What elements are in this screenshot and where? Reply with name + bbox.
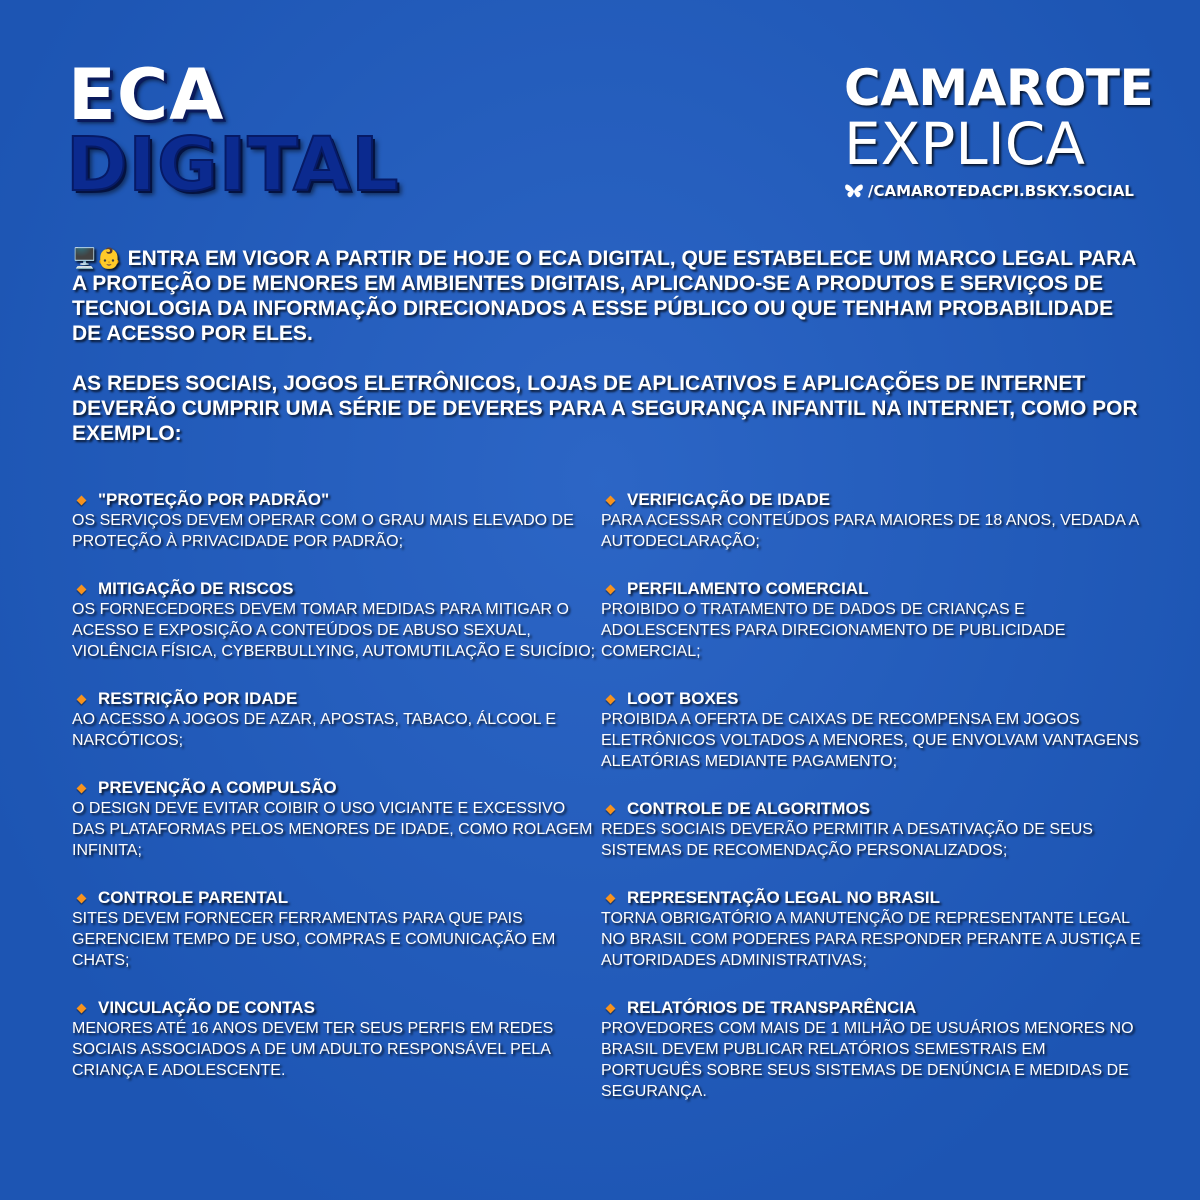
bullet-diamond-icon [77, 893, 87, 903]
list-item [72, 490, 602, 552]
list-item [72, 579, 602, 662]
list-item [601, 799, 1141, 861]
list-item [601, 579, 1141, 662]
butterfly-icon [844, 180, 864, 202]
item-title: CONTROLE PARENTAL [98, 888, 289, 907]
item-description: AO ACESSO A JOGOS DE AZAR, APOSTAS, TABACO, ÁLCOOL E NARCÓTICOS; [72, 711, 557, 749]
list-item [601, 689, 1141, 772]
bullet-diamond-icon [606, 584, 616, 594]
item-description: PROIBIDA A OFERTA DE CAIXAS DE RECOMPENSA EM JOGOS ELETRÔNICOS VOLTADOS A MENORES, QUE ENVOLVAM VANTAGENS ALEATÓRIAS MEDIANTE PAGAMENTO; [601, 711, 1139, 770]
item-title: PERFILAMENTO COMERCIAL [627, 579, 869, 598]
bullet-diamond-icon [77, 694, 87, 704]
item-description: REDES SOCIAIS DEVERÃO PERMITIR A DESATIVAÇÃO DE SEUS SISTEMAS DE RECOMENDAÇÃO PERSONALIZADOS; [601, 821, 1093, 859]
left-column [72, 490, 602, 1108]
intro-paragraph-2: AS REDES SOCIAIS, JOGOS ELETRÔNICOS, LOJAS DE APLICATIVOS E APLICAÇÕES DE INTERNET DEVERÃO CUMPRIR UMA SÉRIE DE DEVERES PARA A SEGURANÇA INFANTIL NA INTERNET, COMO POR EXEMPLO: [72, 372, 1138, 445]
bullet-diamond-icon [77, 783, 87, 793]
list-item [601, 888, 1141, 971]
item-title: "PROTEÇÃO POR PADRÃO" [98, 490, 330, 509]
item-title: VINCULAÇÃO DE CONTAS [98, 998, 315, 1017]
intro-text [72, 246, 1142, 471]
item-title: REPRESENTAÇÃO LEGAL NO BRASIL [627, 888, 940, 907]
brand-line-camarote: CAMAROTE [844, 59, 1154, 117]
list-item [601, 998, 1141, 1102]
brand-line-explica: EXPLICA [844, 110, 1085, 178]
bullet-diamond-icon [77, 584, 87, 594]
bullet-diamond-icon [606, 804, 616, 814]
bullet-diamond-icon [606, 893, 616, 903]
item-description: SITES DEVEM FORNECER FERRAMENTAS PARA QUE PAIS GERENCIEM TEMPO DE USO, COMPRAS E COMUNICAÇÃO EM CHATS; [72, 910, 556, 969]
item-description: TORNA OBRIGATÓRIO A MANUTENÇÃO DE REPRESENTANTE LEGAL NO BRASIL COM PODERES PARA RESPONDER PERANTE A JUSTIÇA E AUTORIDADES ADMINISTRATIVAS; [601, 910, 1141, 969]
brand-handle[interactable] [844, 180, 1134, 202]
right-column [601, 490, 1141, 1129]
item-description: PROVEDORES COM MAIS DE 1 MILHÃO DE USUÁRIOS MENORES NO BRASIL DEVEM PUBLICAR RELATÓRIOS SEMESTRAIS EM PORTUGUÊS SOBRE SEUS SISTEMAS DE DENÚNCIA E MEDIDAS DE SEGURANÇA. [601, 1020, 1134, 1100]
item-description: PROIBIDO O TRATAMENTO DE DADOS DE CRIANÇAS E ADOLESCENTES PARA DIRECIONAMENTO DE PUBLICIDADE COMERCIAL; [601, 601, 1066, 660]
item-title: PREVENÇÃO A COMPULSÃO [98, 778, 337, 797]
page-title-digital: DIGITAL [66, 122, 400, 208]
bullet-diamond-icon [606, 694, 616, 704]
item-description: PARA ACESSAR CONTEÚDOS PARA MAIORES DE 18 ANOS, VEDADA A AUTODECLARAÇÃO; [601, 512, 1139, 550]
bullet-diamond-icon [77, 1003, 87, 1013]
item-title: VERIFICAÇÃO DE IDADE [627, 490, 831, 509]
list-item [72, 778, 602, 861]
brand-handle-text: /CAMAROTEDACPI.BSKY.SOCIAL [867, 182, 1134, 200]
page-title-eca: ECA [68, 54, 225, 136]
list-item [72, 998, 602, 1081]
list-item [72, 888, 602, 971]
item-description: O DESIGN DEVE EVITAR COIBIR O USO VICIANTE E EXCESSIVO DAS PLATAFORMAS PELOS MENORES DE IDADE, COMO ROLAGEM INFINITA; [72, 800, 593, 859]
item-title: CONTROLE DE ALGORITMOS [627, 799, 871, 818]
bullet-diamond-icon [606, 1003, 616, 1013]
item-title: LOOT BOXES [627, 689, 739, 708]
item-title: MITIGAÇÃO DE RISCOS [98, 579, 294, 598]
item-description: OS SERVIÇOS DEVEM OPERAR COM O GRAU MAIS ELEVADO DE PROTEÇÃO À PRIVACIDADE POR PADRÃO; [72, 512, 574, 550]
item-title: RELATÓRIOS DE TRANSPARÊNCIA [627, 998, 917, 1017]
list-item [601, 490, 1141, 552]
intro-paragraph-1-text: ENTRA EM VIGOR A PARTIR DE HOJE O ECA DIGITAL, QUE ESTABELECE UM MARCO LEGAL PARA A PROTEÇÃO DE MENORES EM AMBIENTES DIGITAIS, APLICANDO-SE A PRODUTOS E SERVIÇOS DE TECNOLOGIA DA INFORMAÇÃO DIRECIONADOS A ESSE PÚBLICO OU QUE TENHAM PROBABILIDADE DE ACESSO POR ELES. [72, 247, 1136, 345]
item-title: RESTRIÇÃO POR IDADE [98, 689, 298, 708]
intro-paragraph-1 [72, 246, 1142, 346]
bullet-diamond-icon [606, 495, 616, 505]
computer-baby-emoji-icon: 🖥️👶 [72, 246, 122, 270]
list-item [72, 689, 602, 751]
item-description: OS FORNECEDORES DEVEM TOMAR MEDIDAS PARA MITIGAR O ACESSO E EXPOSIÇÃO A CONTEÚDOS DE ABUSO SEXUAL, VIOLÊNCIA FÍSICA, CYBERBULLYING, AUTOMUTILAÇÃO E SUICÍDIO; [72, 601, 596, 660]
item-description: MENORES ATÉ 16 ANOS DEVEM TER SEUS PERFIS EM REDES SOCIAIS ASSOCIADOS A DE UM ADULTO RESPONSÁVEL PELA CRIANÇA E ADOLESCENTE. [72, 1020, 554, 1079]
bullet-diamond-icon [77, 495, 87, 505]
brand-logo [844, 59, 1154, 202]
